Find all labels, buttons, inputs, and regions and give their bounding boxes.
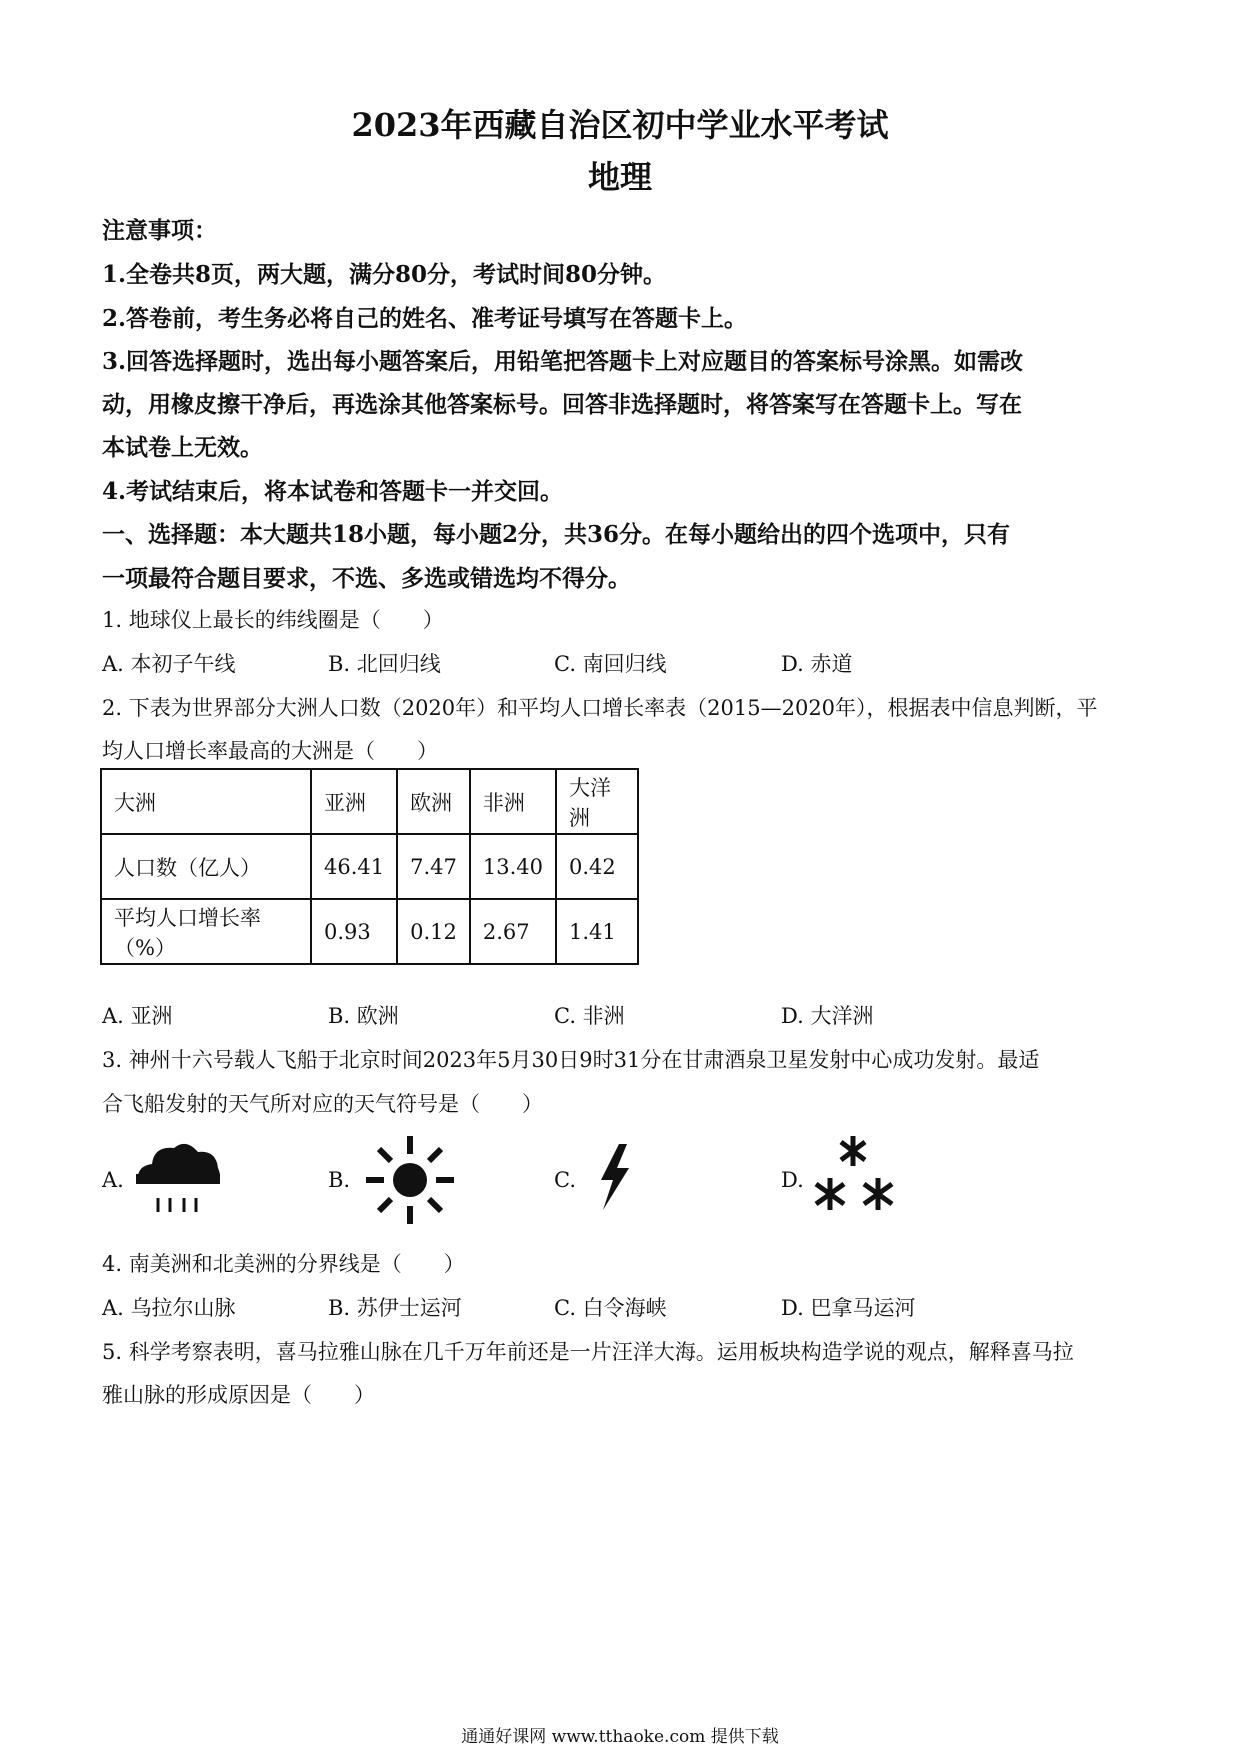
table-cell: 平均人口增长率（%） [101,899,311,964]
option-a: A. 本初子午线 [102,652,236,676]
table-cell: 0.12 [397,899,470,964]
population-table [100,768,639,965]
option-c: C. [554,1168,576,1192]
option-a: A. 乌拉尔山脉 [102,1296,236,1320]
table-cell: 大洋洲 [556,769,638,834]
question-stem: 2. 下表为世界部分大洲人口数（2020年）和平均人口增长率表（2015—2020年），根据表中信息判断，平 [102,696,1098,720]
section-heading: 一、选择题：本大题共18小题，每小题2分，共36分。在每小题给出的四个选项中，只有 [102,521,1011,548]
section-heading: 一项最符合题目要求，不选、多选或错选均不得分。 [102,565,631,592]
option-c: C. 非洲 [554,1004,625,1028]
option-b: B. 欧洲 [328,1004,399,1028]
table-cell: 欧洲 [397,769,470,834]
notice-item: 1.全卷共8页，两大题，满分80分，考试时间80分钟。 [102,261,667,288]
option-d: D. 大洋洲 [781,1004,874,1028]
rain-cloud-icon [132,1138,224,1218]
exam-title: 2023年西藏自治区初中学业水平考试 [351,106,889,144]
table-cell: 0.93 [311,899,397,964]
footer-text: 通通好课网 www.tthaoke.com 提供下载 [461,1727,779,1747]
notice-item: 4.考试结束后，将本试卷和答题卡一并交回。 [102,478,564,505]
notice-item: 动，用橡皮擦干净后，再选涂其他答案标号。回答非选择题时，将答案写在答题卡上。写在 [102,391,1022,418]
question-stem: 均人口增长率最高的大洲是（ ） [102,739,438,763]
notice-heading: 注意事项： [102,217,217,244]
question-stem: 1. 地球仪上最长的纬线圈是（ ） [102,608,444,632]
notice-item: 3.回答选择题时，选出每小题答案后，用铅笔把答题卡上对应题目的答案标号涂黑。如需改 [102,348,1024,375]
notice-item: 2.答卷前，考生务必将自己的姓名、准考证号填写在答题卡上。 [102,305,748,332]
table-cell: 46.41 [311,834,397,899]
table-cell: 亚洲 [311,769,397,834]
table-cell: 13.40 [470,834,556,899]
question-stem: 5. 科学考察表明，喜马拉雅山脉在几千万年前还是一片汪洋大海。运用板块构造学说的观点，解释喜马拉 [102,1340,1074,1364]
question-stem: 3. 神州十六号载人飞船于北京时间2023年5月30日9时31分在甘肃酒泉卫星发射中心成功发射。最适 [102,1048,1040,1072]
option-a: A. 亚洲 [102,1004,173,1028]
option-d: D. 赤道 [781,652,853,676]
snow-icon [810,1132,900,1218]
notice-item: 本试卷上无效。 [102,434,263,461]
table-cell: 7.47 [397,834,470,899]
question-stem: 合飞船发射的天气所对应的天气符号是（ ） [102,1092,543,1116]
question-stem: 4. 南美洲和北美洲的分界线是（ ） [102,1252,465,1276]
option-b: B. 苏伊士运河 [328,1296,462,1320]
sun-icon [362,1132,458,1228]
table-row [101,834,638,899]
table-cell: 1.41 [556,899,638,964]
table-row [101,899,638,964]
table-cell: 大洲 [101,769,311,834]
option-d: D. 巴拿马运河 [781,1296,916,1320]
table-cell: 人口数（亿人） [101,834,311,899]
option-a: A. [102,1168,124,1192]
table-cell: 0.42 [556,834,638,899]
option-c: C. 南回归线 [554,652,667,676]
table-row [101,769,638,834]
subject-title: 地理 [587,158,652,196]
option-b: B. 北回归线 [328,652,441,676]
option-c: C. 白令海峡 [554,1296,667,1320]
lightning-icon [595,1144,635,1212]
table-cell: 非洲 [470,769,556,834]
table-cell: 2.67 [470,899,556,964]
option-b: B. [328,1168,351,1192]
option-d: D. [781,1168,804,1192]
question-stem: 雅山脉的形成原因是（ ） [102,1383,375,1407]
